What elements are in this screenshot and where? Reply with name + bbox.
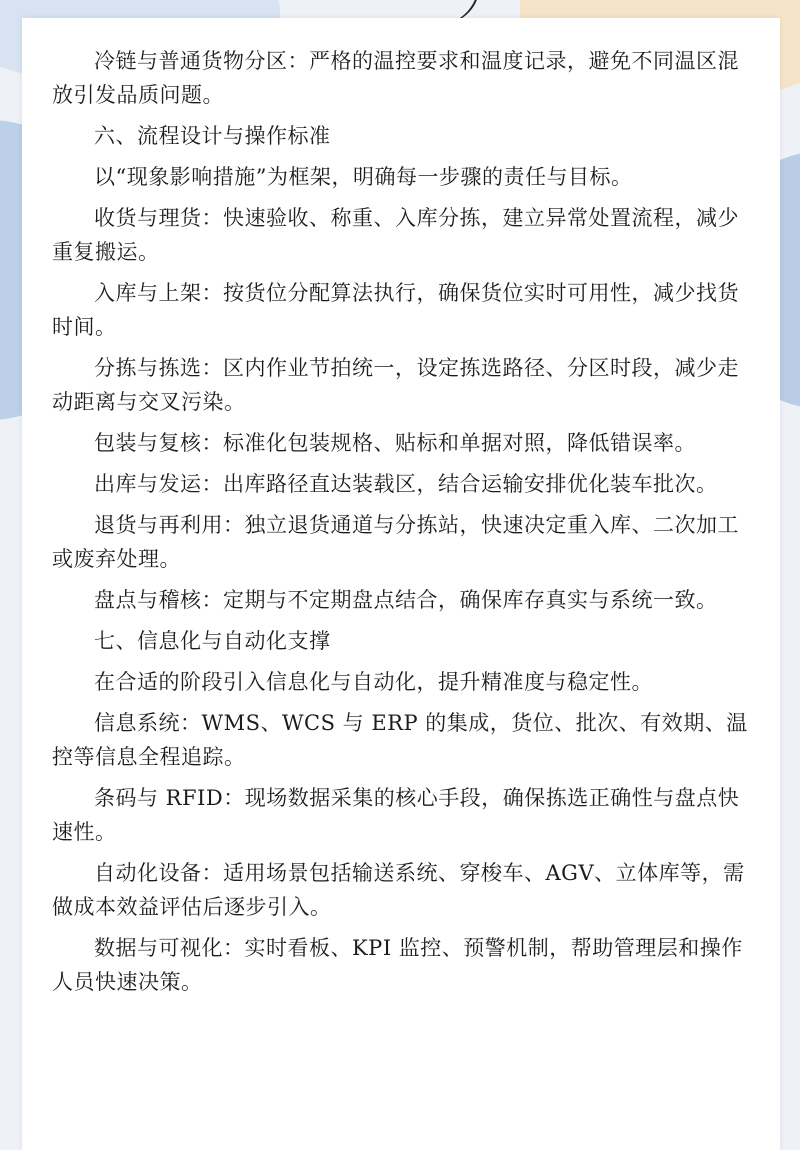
document-body xyxy=(52,44,752,1006)
paragraph-shipping: 出库与发运：出库路径直达装载区，结合运输安排优化装车批次。 xyxy=(94,472,718,496)
paragraph-automation-intro: 在合适的阶段引入信息化与自动化，提升精准度与稳定性。 xyxy=(94,670,653,694)
section-heading-process-design: 六、流程设计与操作标准 xyxy=(94,124,331,148)
paragraph-cold-chain: 冷链与普通货物分区：严格的温控要求和温度记录，避免不同温区混放引发品质问题。 xyxy=(52,49,739,107)
paragraph-returns: 退货与再利用：独立退货通道与分拣站，快速决定重入库、二次加工或废弃处理。 xyxy=(52,513,739,571)
paragraph-barcode-rfid: 条码与 RFID：现场数据采集的核心手段，确保拣选正确性与盘点快速性。 xyxy=(52,786,740,844)
paragraph-receiving: 收货与理货：快速验收、称重、入库分拣，建立异常处置流程，减少重复搬运。 xyxy=(52,206,739,264)
paragraph-inventory-audit: 盘点与稽核：定期与不定期盘点结合，确保库存真实与系统一致。 xyxy=(94,588,718,612)
paragraph-putaway: 入库与上架：按货位分配算法执行，确保货位实时可用性，减少找货时间。 xyxy=(52,281,739,339)
paragraph-framework: 以“现象影响措施”为框架，明确每一步骤的责任与目标。 xyxy=(94,165,633,189)
paragraph-data-visualization: 数据与可视化：实时看板、KPI 监控、预警机制，帮助管理层和操作人员快速决策。 xyxy=(52,936,743,994)
paragraph-automation-equipment: 自动化设备：适用场景包括输送系统、穿梭车、AGV、立体库等，需做成本效益评估后逐步引入。 xyxy=(52,861,745,919)
paragraph-packing: 包装与复核：标准化包装规格、贴标和单据对照，降低错误率。 xyxy=(94,431,696,455)
document-page xyxy=(22,18,780,1150)
paragraph-info-systems: 信息系统：WMS、WCS 与 ERP 的集成，货位、批次、有效期、温控等信息全程追踪。 xyxy=(52,711,748,769)
section-heading-automation: 七、信息化与自动化支撑 xyxy=(94,629,331,653)
paragraph-picking: 分拣与拣选：区内作业节拍统一，设定拣选路径、分区时段，减少走动距离与交叉污染。 xyxy=(52,356,739,414)
